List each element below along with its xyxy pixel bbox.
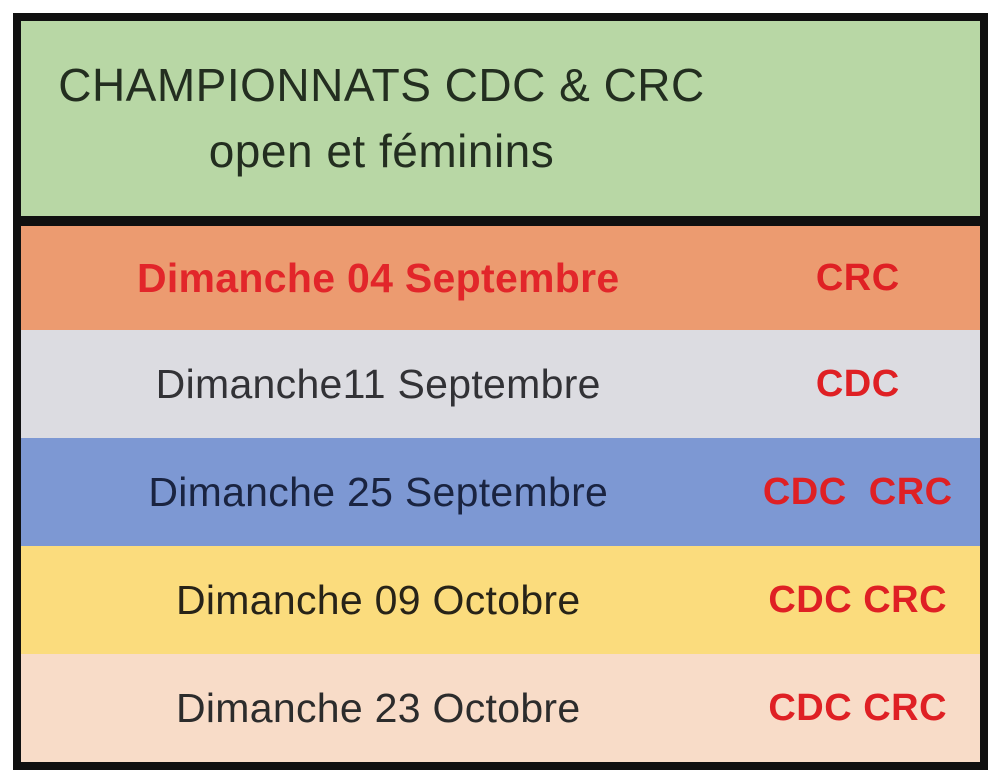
poster-header [21, 21, 980, 216]
schedule-poster [13, 13, 988, 770]
schedule-row [21, 226, 980, 330]
header-divider [21, 216, 980, 226]
poster-title [21, 53, 980, 184]
poster-title-line2: open et féminins [208, 124, 555, 177]
row-competition-labels: CRC [815, 256, 900, 299]
poster-title-line1: CHAMPIONNATS CDC & CRC [58, 59, 705, 112]
schedule-row [21, 546, 980, 654]
schedule-row [21, 654, 980, 762]
row-competition-labels: CDC CRC [768, 686, 948, 729]
row-date: Dimanche11 Septembre [155, 360, 601, 407]
schedule-row [21, 438, 980, 546]
row-date: Dimanche 09 Octobre [175, 576, 581, 623]
row-competition-labels: CDC CRC [768, 578, 948, 621]
row-competition-labels: CDC CRC [762, 470, 953, 513]
schedule-row [21, 330, 980, 438]
row-date: Dimanche 04 Septembre [136, 254, 620, 301]
row-date: Dimanche 23 Octobre [175, 684, 581, 731]
row-competition-labels: CDC [815, 362, 900, 405]
row-date: Dimanche 25 Septembre [148, 468, 609, 515]
